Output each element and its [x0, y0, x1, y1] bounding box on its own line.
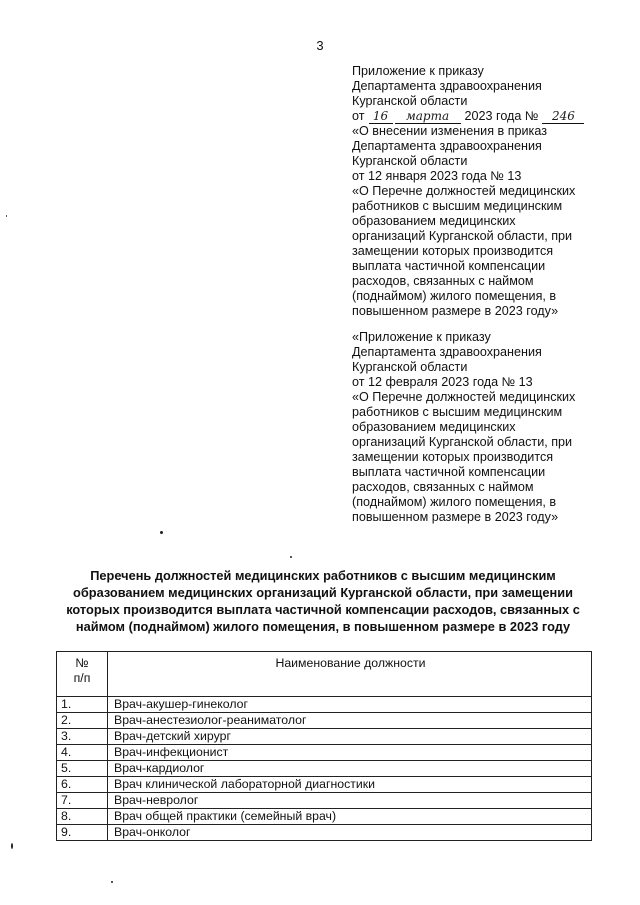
annex-line: «О Перечне должностей медицинских	[352, 184, 576, 198]
row-position: Врач-кардиолог	[108, 761, 592, 777]
annex-line: выплата частичной компенсации	[352, 259, 546, 273]
annex-line: замещении которых производится	[352, 244, 554, 258]
scan-speck	[11, 843, 13, 849]
list-title	[40, 567, 606, 635]
list-title-line: образованием медицинских организаций Курганской области, при замещении	[73, 585, 573, 600]
annex-current-order	[352, 64, 602, 319]
annex-line: выплата частичной компенсации	[352, 465, 546, 479]
header-number	[57, 652, 108, 697]
handwritten-order-number: 246	[542, 110, 584, 124]
annex-line: замещении которых производится	[352, 450, 554, 464]
date-year: 2023 года №	[464, 109, 539, 123]
row-number: 4.	[57, 745, 108, 761]
annex-original-order	[352, 330, 602, 525]
header-position-name: Наименование должности	[108, 652, 592, 697]
row-position: Врач-детский хирург	[108, 729, 592, 745]
annex-line: повышенном размере в 2023 году»	[352, 304, 559, 318]
scan-speck	[160, 531, 163, 534]
annex-line: образованием медицинских	[352, 214, 516, 228]
date-prefix: от	[352, 109, 365, 123]
annex-line: Департамента здравоохранения	[352, 139, 542, 153]
annex-line: от 12 января 2023 года № 13	[352, 169, 522, 183]
scan-speck	[290, 556, 292, 558]
table-row	[57, 793, 592, 809]
handwritten-month: марта	[395, 110, 461, 124]
list-title-line: Перечень должностей медицинских работников с высшим медицинским	[90, 568, 556, 583]
annex-line: расходов, связанных с наймом	[352, 274, 534, 288]
row-position: Врач-невролог	[108, 793, 592, 809]
table-row	[57, 825, 592, 841]
table-row	[57, 777, 592, 793]
annex-line: «О внесении изменения в приказ	[352, 124, 547, 138]
page-number: 3	[316, 38, 324, 53]
annex-line: расходов, связанных с наймом	[352, 480, 534, 494]
annex-line: организаций Курганской области, при	[352, 229, 573, 243]
order-date-line	[352, 109, 602, 124]
annex-line: Курганской области	[352, 154, 468, 168]
annex-line: Приложение к приказу	[352, 64, 484, 78]
list-title-line: которых производится выплата частичной компенсации расходов, связанных с	[66, 602, 580, 617]
annex-line: работников с высшим медицинским	[352, 199, 563, 213]
row-number: 6.	[57, 777, 108, 793]
row-position: Врач общей практики (семейный врач)	[108, 809, 592, 825]
annex-line: Курганской области	[352, 360, 468, 374]
table-row	[57, 729, 592, 745]
row-number: 1.	[57, 697, 108, 713]
scan-speck	[111, 881, 113, 883]
scan-speck	[6, 215, 7, 217]
row-position: Врач-инфекционист	[108, 745, 592, 761]
row-number: 3.	[57, 729, 108, 745]
table-header-row	[57, 652, 592, 697]
row-number: 9.	[57, 825, 108, 841]
list-title-line: наймом (поднаймом) жилого помещения, в повышенном размере в 2023 году	[75, 619, 571, 634]
annex-line: организаций Курганской области, при	[352, 435, 573, 449]
annex-line: повышенном размере в 2023 году»	[352, 510, 559, 524]
annex-line: Департамента здравоохранения	[352, 79, 542, 93]
row-position: Врач-анестезиолог-реаниматолог	[108, 713, 592, 729]
table-row	[57, 713, 592, 729]
row-number: 2.	[57, 713, 108, 729]
header-number-line: №	[75, 656, 89, 670]
annex-line: «О Перечне должностей медицинских	[352, 390, 576, 404]
annex-line: Департамента здравоохранения	[352, 345, 542, 359]
table-row	[57, 761, 592, 777]
table-row	[57, 745, 592, 761]
header-number-line: п/п	[73, 671, 91, 685]
row-number: 7.	[57, 793, 108, 809]
row-position: Врач клинической лабораторной диагностики	[108, 777, 592, 793]
table-row	[57, 697, 592, 713]
annex-line: от 12 февраля 2023 года № 13	[352, 375, 533, 389]
handwritten-day: 16	[369, 110, 393, 124]
annex-line: (поднаймом) жилого помещения, в	[352, 495, 557, 509]
annex-line: Курганской области	[352, 94, 468, 108]
row-position: Врач-онколог	[108, 825, 592, 841]
table-row	[57, 809, 592, 825]
annex-line: работников с высшим медицинским	[352, 405, 563, 419]
row-position: Врач-акушер-гинеколог	[108, 697, 592, 713]
annex-line: «Приложение к приказу	[352, 330, 491, 344]
row-number: 8.	[57, 809, 108, 825]
positions-table	[56, 651, 592, 841]
row-number: 5.	[57, 761, 108, 777]
annex-line: образованием медицинских	[352, 420, 516, 434]
annex-line: (поднаймом) жилого помещения, в	[352, 289, 557, 303]
